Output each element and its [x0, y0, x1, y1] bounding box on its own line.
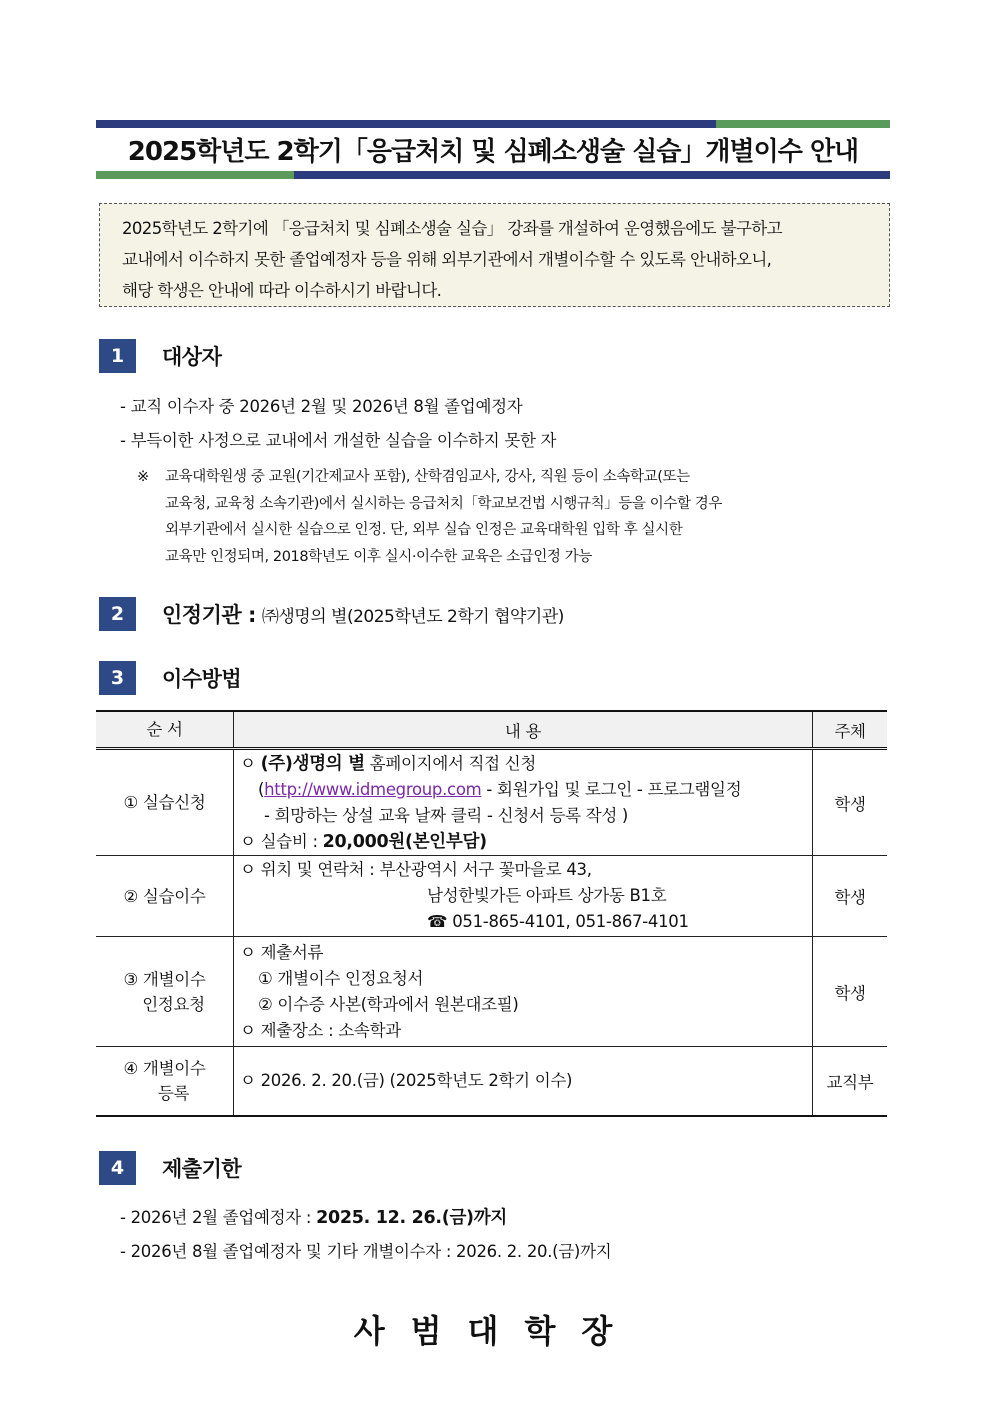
- fee-label: ㅇ 실습비 :: [240, 831, 323, 851]
- note-mark: ※: [137, 469, 149, 485]
- section-label: 제출기한: [162, 1157, 242, 1181]
- paren-open: (: [258, 779, 265, 799]
- header-actor: 주체: [813, 711, 888, 749]
- table-row: [96, 749, 887, 856]
- section-number: 2: [99, 597, 136, 631]
- intro-line: 교내에서 이수하지 못한 졸업예정자 등을 위해 외부기관에서 개별이수할 수 있도록 안내하오니,: [122, 250, 772, 269]
- location-text: 남성한빛가든 아파트 상가동 B1호: [427, 886, 667, 905]
- note-line: 외부기관에서 실시한 실습으로 인정. 단, 외부 실습 인정은 교육대학원 입학 후 실시한: [165, 522, 683, 538]
- actor-cell: 학생: [813, 749, 888, 856]
- actor-cell: 교직부: [813, 1047, 888, 1116]
- docs-text: ㅇ 제출서류: [240, 942, 324, 962]
- note-line: 교육대학원생 중 교원(기간제교사 포함), 산학겸임교사, 강사, 직원 등이 소속학교(또는: [165, 469, 690, 485]
- section-label: 이수방법: [162, 667, 242, 691]
- table-row: [96, 937, 887, 1047]
- docs-text: ㅇ 제출장소 : 소속학과: [240, 1020, 401, 1040]
- note-line: 교육청, 교육청 소속기관)에서 실시하는 응급처치「학교보건법 시행규칙」등을 이수할 경우: [165, 495, 722, 512]
- step-cell: ① 실습신청: [96, 749, 234, 856]
- bullet-text: ㅇ: [240, 753, 261, 773]
- register-text: ㅇ 2026. 2. 20.(금) (2025학년도 2학기 이수): [240, 1070, 573, 1090]
- provider-name: (주)생명의 별: [260, 753, 365, 774]
- actor-cell: 학생: [813, 937, 888, 1047]
- step-line: ④ 개별이수: [123, 1058, 206, 1078]
- section-2-header: [99, 597, 564, 631]
- steps-text: - 회원가입 및 로그인 - 프로그램일정: [481, 779, 742, 799]
- step-cell: [96, 1047, 234, 1116]
- section-3-header: [99, 661, 241, 695]
- table-row: [96, 856, 887, 937]
- homepage-link[interactable]: http://www.idmegroup.com: [264, 779, 482, 799]
- step-line: 인정요청: [142, 994, 205, 1014]
- deadline-item: [120, 1204, 507, 1229]
- intro-line: 해당 학생은 안내에 따라 이수하시기 바랍니다.: [122, 281, 442, 300]
- content-cell: [234, 749, 813, 856]
- deadline-date: 2025. 12. 26.(금)까지: [316, 1208, 507, 1228]
- actor-cell: 학생: [813, 856, 888, 937]
- header-order: 순 서: [96, 711, 234, 749]
- target-item: - 교직 이수자 중 2026년 2월 및 2026년 8월 졸업예정자: [120, 397, 523, 416]
- page-title: 2025학년도 2학기「응급처치 및 심폐소생술 실습」개별이수 안내: [127, 137, 859, 167]
- intro-box: [99, 203, 890, 307]
- step-line: 등록: [157, 1083, 190, 1103]
- steps-text: - 희망하는 상설 교육 날짜 클릭 - 신청서 등록 작성 ): [264, 805, 629, 825]
- target-item: - 부득이한 사정으로 교내에서 개설한 실습을 이수하지 못한 자: [120, 431, 557, 450]
- step-cell: [96, 937, 234, 1047]
- section-number: 1: [99, 339, 136, 373]
- note-line: 교육만 인정되며, 2018학년도 이후 실시·이수한 교육은 소급인정 가능: [165, 548, 592, 565]
- content-cell: [234, 1047, 813, 1116]
- title-bar-bottom: [96, 171, 890, 179]
- table-row: [96, 1047, 887, 1116]
- section-number: 4: [99, 1151, 136, 1185]
- section-number: 3: [99, 661, 136, 695]
- title-bar-top: [96, 120, 890, 128]
- location-text: ㅇ 위치 및 연락처 : 부산광역시 서구 꽃마을로 43,: [240, 860, 592, 879]
- deadline-item: - 2026년 8월 졸업예정자 및 기타 개별이수자 : 2026. 2. 20.(금)까지: [120, 1242, 612, 1261]
- deadline-label: - 2026년 2월 졸업예정자 :: [120, 1208, 317, 1227]
- target-note: [137, 464, 897, 570]
- step-cell: ② 실습이수: [96, 856, 234, 937]
- section-4-header: [99, 1151, 241, 1185]
- step-line: ③ 개별이수: [123, 969, 206, 989]
- section-1-header: [99, 339, 221, 373]
- header-content: 내 용: [234, 711, 813, 749]
- institution-name: ㈜생명의 별(2025학년도 2학기 협약기관): [261, 606, 564, 627]
- section-label: 대상자: [162, 345, 222, 369]
- signature: 사범대학장: [353, 1312, 639, 1350]
- fee-amount: 20,000원(본인부담): [322, 831, 487, 852]
- procedure-table: [96, 710, 887, 1117]
- table-header-row: [96, 711, 887, 749]
- section-label: 인정기관 :: [162, 603, 256, 627]
- docs-text: ① 개별이수 인정요청서: [258, 968, 424, 988]
- docs-text: ② 이수증 사본(학과에서 원본대조필): [258, 994, 519, 1014]
- intro-line: 2025학년도 2학기에 「응급처치 및 심폐소생술 실습」 강좌를 개설하여 운영했음에도 불구하고: [122, 219, 782, 238]
- apply-text: 홈페이지에서 직접 신청: [364, 753, 537, 773]
- content-cell: [234, 856, 813, 937]
- content-cell: [234, 937, 813, 1047]
- phone-text: ☎ 051-865-4101, 051-867-4101: [427, 912, 689, 931]
